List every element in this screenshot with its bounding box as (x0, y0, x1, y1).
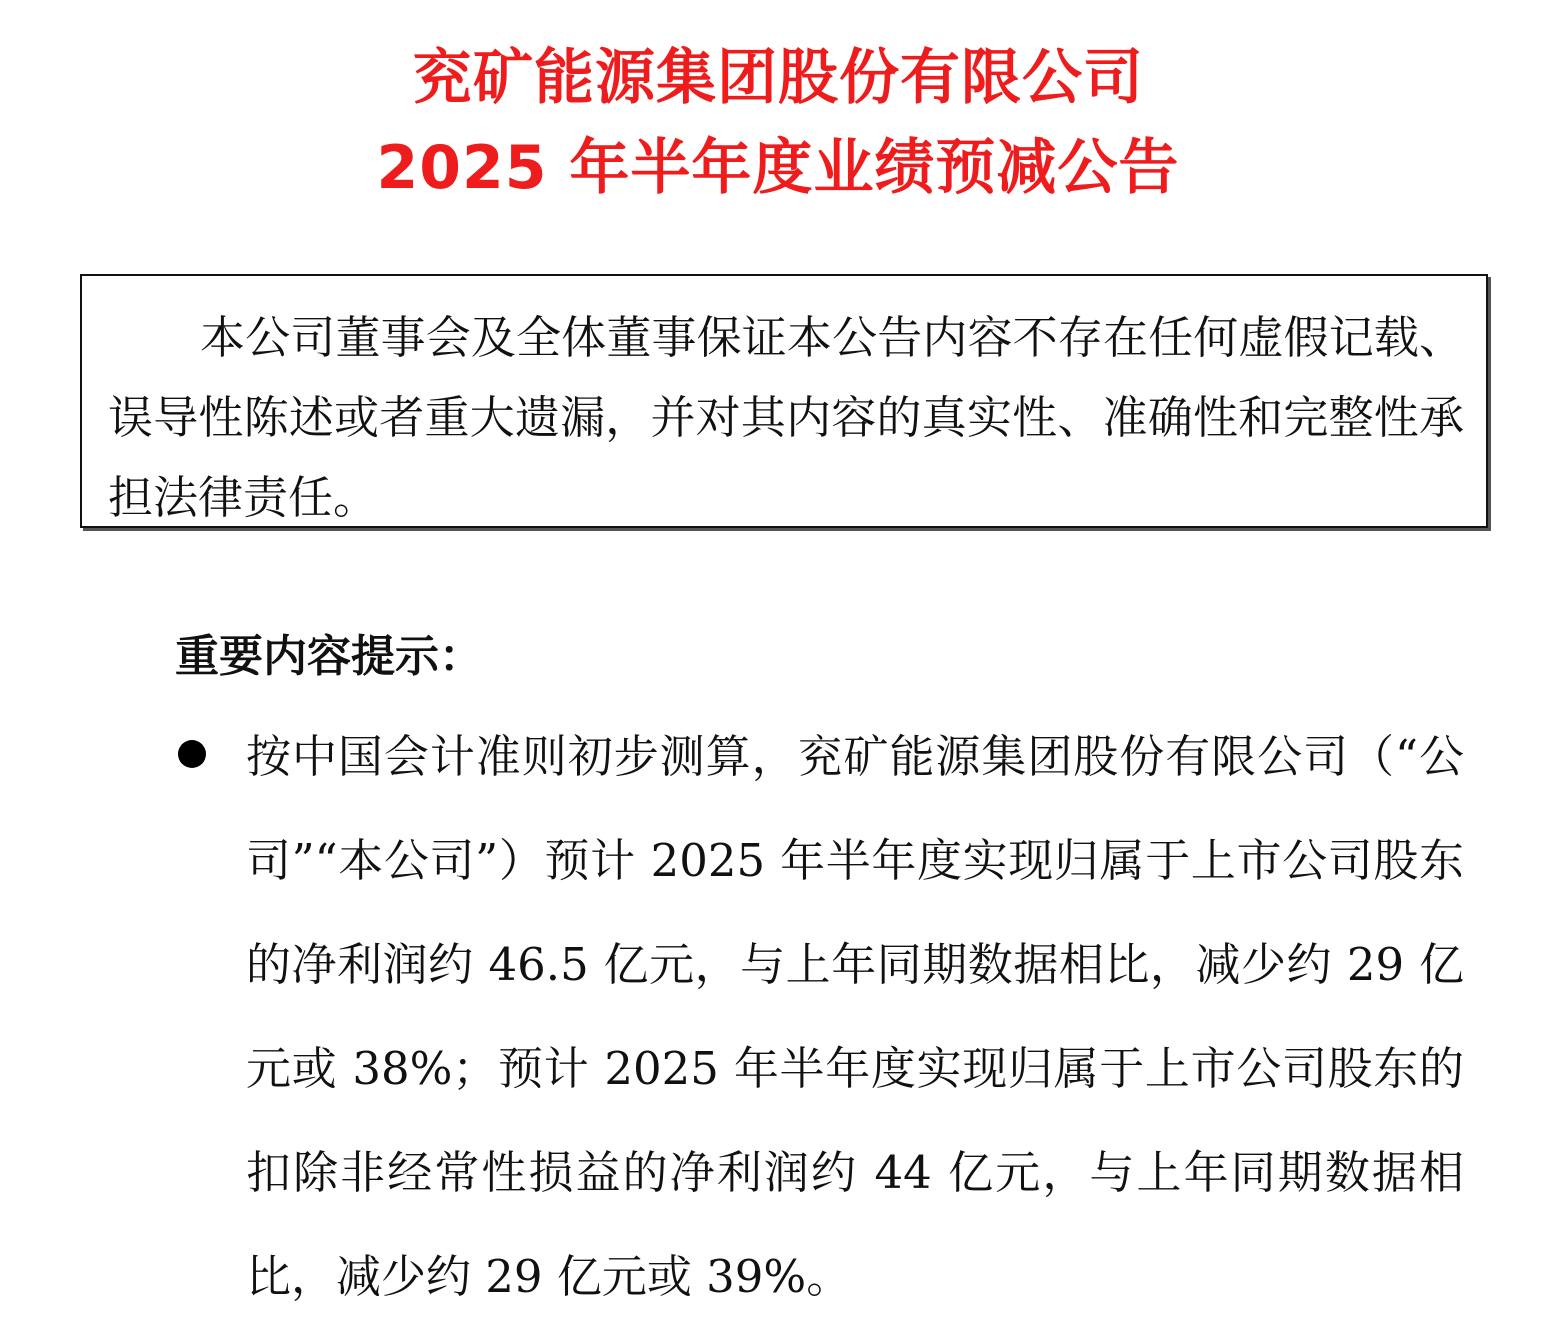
board-statement-box (80, 274, 1488, 528)
board-statement-text: 本公司董事会及全体董事保证本公告内容不存在任何虚假记载、误导性陈述或者重大遗漏，并对其内容的真实性、准确性和完整性承担法律责任。 (108, 311, 1464, 524)
highlights-heading: 重要内容提示： (175, 631, 483, 682)
highlight-item-text: 按中国会计准则初步测算，兖矿能源集团股份有限公司（“公司”“本公司”）预计 2025 年半年度实现归属于上市公司股东的净利润约 46.5 亿元，与上年同期数据相比，减少约 29 亿元或 38%；预计 2025 年半年度实现归属于上市公司股东的扣除非经常性损益的净利润约 44 亿元，与上年同期数据相比，减少约 29 亿元或 39%。 (246, 730, 1464, 1303)
company-name-title: 兖矿能源集团股份有限公司 (412, 43, 1144, 113)
bullet-dot-icon (178, 740, 206, 768)
announcement-title: 2025 年半年度业绩预减公告 (376, 133, 1180, 203)
